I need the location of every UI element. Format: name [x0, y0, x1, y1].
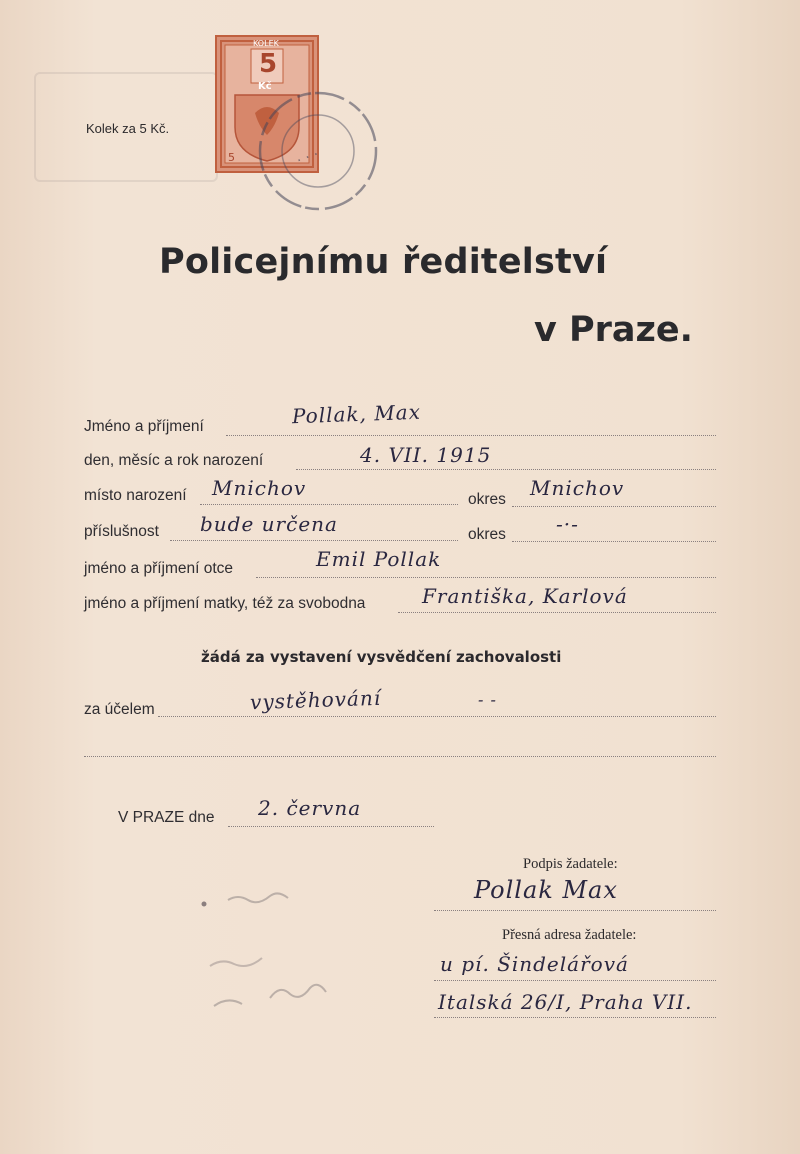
birth-place-label: místo narození — [84, 487, 187, 504]
purpose-extra: - - — [478, 690, 497, 709]
purpose-value: vystěhování — [249, 685, 382, 715]
address-label: Přesná adresa žadatele: — [502, 927, 637, 943]
address-line-1: u pí. Šindelářová — [440, 952, 629, 976]
date-line — [228, 826, 434, 827]
stamp-value: 5 — [259, 49, 278, 79]
purpose-line-2 — [84, 756, 716, 757]
mother-value: Františka, Karlová — [422, 584, 628, 608]
address-line-2: Italská 26/I, Praha VII. — [438, 990, 693, 1014]
signature-value: Pollak Max — [474, 876, 618, 904]
purpose-line — [158, 716, 716, 717]
title-line-2: v Praze. — [534, 310, 693, 350]
birth-district-line — [512, 506, 716, 507]
signature-label: Podpis žadatele: — [523, 856, 618, 872]
name-label: Jméno a příjmení — [84, 418, 204, 435]
mother-line — [398, 612, 716, 613]
address-line-2-rule — [434, 1017, 716, 1018]
name-line — [226, 435, 716, 436]
date-value: 2. června — [258, 796, 362, 820]
father-line — [256, 577, 716, 578]
stamp-currency: Kč — [258, 81, 272, 92]
father-label: jméno a příjmení otce — [84, 560, 234, 577]
father-value: Emil Pollak — [316, 547, 442, 571]
name-value: Pollak, Max — [291, 399, 422, 429]
citizenship-label: příslušnost — [84, 523, 159, 540]
citizenship-district-line — [512, 541, 716, 542]
birth-date-label: den, měsíc a rok narození — [84, 452, 264, 469]
stamp-corner-value: 5 — [228, 151, 235, 164]
svg-text:· · ·: · · · — [294, 146, 322, 170]
birth-date-line — [296, 469, 716, 470]
title-line-1: Policejnímu ředitelství — [159, 242, 608, 282]
citizenship-district-label: okres — [468, 526, 506, 543]
mother-label: jméno a příjmení matky, též za svobodna — [84, 595, 366, 612]
purpose-label: za účelem — [84, 701, 155, 718]
citizenship-value: bude určena — [200, 512, 338, 536]
stamp-label: Kolek za 5 Kč. — [86, 121, 170, 136]
pencil-marks — [200, 880, 370, 1020]
birth-place-value: Mnichov — [212, 476, 307, 500]
signature-line — [434, 910, 716, 911]
birth-district-label: okres — [468, 491, 506, 508]
citizenship-district-value: -·- — [556, 512, 579, 536]
request-heading: žádá za vystavení vysvědčení zachovalosti — [201, 648, 562, 666]
citizenship-line — [170, 540, 458, 541]
stamp-top-text: KOLEK — [253, 39, 279, 48]
postmark — [255, 88, 381, 214]
date-label: V PRAZE dne — [118, 809, 215, 826]
address-line-1-rule — [434, 980, 716, 981]
birth-district-value: Mnichov — [530, 476, 625, 500]
birth-date-value: 4. VII. 1915 — [360, 443, 492, 467]
birth-place-line — [200, 504, 458, 505]
